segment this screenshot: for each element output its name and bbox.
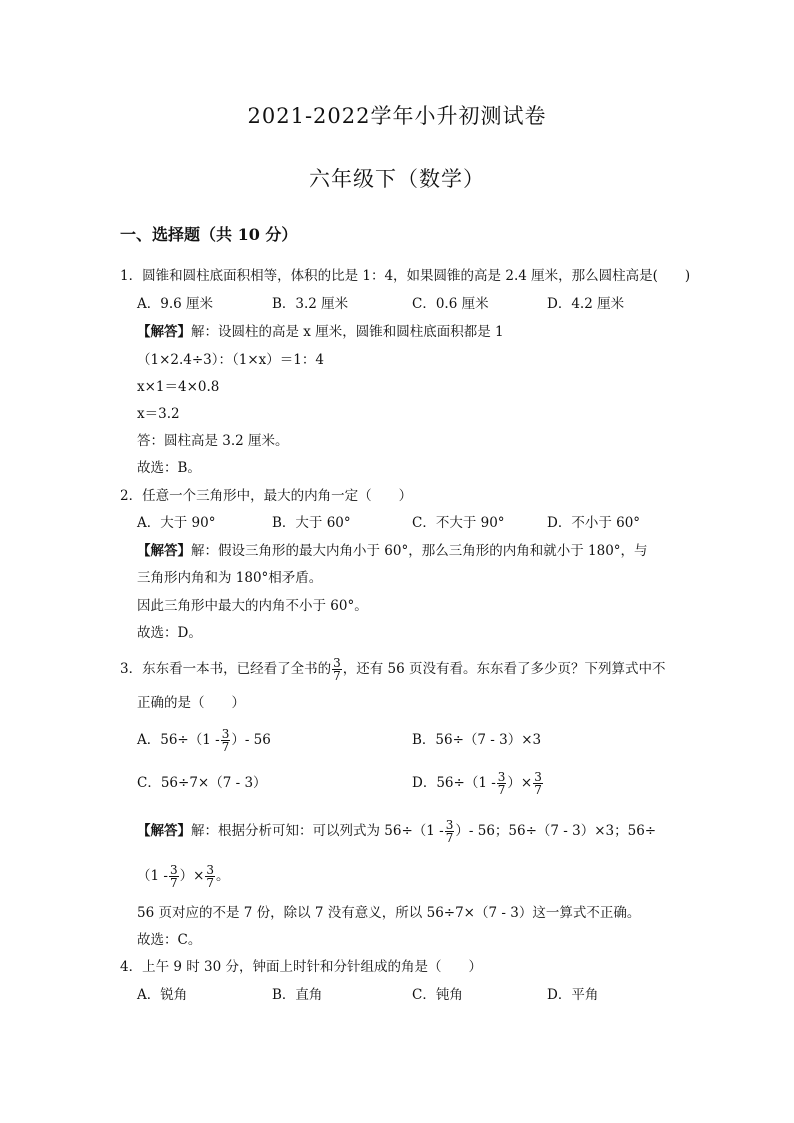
q4-option-d: D．平角 [547, 987, 599, 1003]
q4-option-a: A．锐角 [137, 987, 188, 1003]
fraction-three-sevenths: $\frac{3}{7}$ [534, 770, 542, 797]
q1-answer-line-6: 故选：B。 [137, 460, 201, 476]
q2-option-c: C．不大于 90° [412, 515, 505, 531]
q1-answer-text-1: 解：设圆柱的高是 x 厘米，圆锥和圆柱底面积都是 1 [191, 324, 504, 340]
q1-stem: 1．圆锥和圆柱底面积相等，体积的比是 1：4，如果圆锥的高是 2.4 厘米，那么圆柱高是( ) [120, 268, 691, 284]
q2-option-b: B．大于 60° [272, 515, 351, 531]
q3-option-a: A．56÷（1 - $\frac{3}{7}$ ）- 56 [137, 727, 271, 754]
q2-answer-line-4: 故选：D。 [137, 625, 202, 641]
q3-answer-line-2: （1 - $\frac{3}{7}$ ）× $\frac{3}{7}$ 。 [137, 863, 230, 890]
q3-answer-line-1: 【解答】解：根据分析可知：可以列式为 56÷（1 - $\frac{3}{7}$ ）- 56；56÷（7 - 3）×3；56÷ [137, 818, 657, 845]
exam-title: 2021-2022学年小升初测试卷 [247, 104, 547, 128]
q2-answer-line-1 [137, 541, 648, 561]
q1-option-d: D．4.2 厘米 [547, 296, 625, 312]
q2-option-a: A．大于 90° [137, 515, 216, 531]
fraction-three-sevenths: $\frac{3}{7}$ [445, 818, 454, 845]
q3-stem-part-b: ，还有 56 页没有看。东东看了多少页？下列算式中不 [342, 661, 666, 677]
q1-answer-line-2: （1×2.4÷3）：（1×x）＝1：4 [137, 352, 324, 368]
fraction-three-sevenths: $\frac{3}{7}$ [497, 770, 506, 797]
q3-option-d: D．56÷（1 - $\frac{3}{7}$ ）× $\frac{3}{7}$ [412, 770, 542, 797]
fraction-three-sevenths: $\frac{3}{7}$ [206, 863, 215, 890]
q2-answer-line-2: 三角形内角和为 180°相矛盾。 [137, 570, 323, 586]
q2-answer-text-1: 解：假设三角形的最大内角小于 60°，那么三角形的内角和就小于 180°，与 [191, 543, 648, 559]
q4-option-c: C．钝角 [412, 987, 463, 1003]
q1-answer-line-3: x×1＝4×0.8 [137, 379, 220, 395]
q3-option-c: C．56÷7×（7 - 3） [137, 775, 267, 791]
exam-subtitle: 六年级下（数学） [309, 167, 485, 191]
answer-tag: 【解答】 [137, 823, 191, 839]
q1-option-b: B．3.2 厘米 [272, 296, 349, 312]
section-heading: 一、选择题（共 10 分） [120, 225, 298, 244]
q1-answer-line-5: 答：圆柱高是 3.2 厘米。 [137, 433, 289, 449]
q2-answer-line-3: 因此三角形中最大的内角不小于 60°。 [137, 598, 368, 614]
fraction-three-sevenths: $\frac{3}{7}$ [221, 727, 230, 754]
fraction-three-sevenths: $\frac{3}{7}$ [333, 656, 341, 683]
q2-option-d: D．不小于 60° [547, 515, 641, 531]
q3-option-b: B．56÷（7 - 3）×3 [412, 732, 542, 748]
q3-stem-line-1 [120, 656, 666, 682]
q1-answer-line-4: x＝3.2 [137, 406, 180, 422]
q4-option-b: B．直角 [272, 987, 323, 1003]
q3-answer-line-3: 56 页对应的不是 7 份，除以 7 没有意义，所以 56÷7×（7 - 3）这一算式不正确。 [137, 905, 641, 921]
fraction-three-sevenths: $\frac{3}{7}$ [169, 863, 178, 890]
q1-option-c: C．0.6 厘米 [412, 296, 489, 312]
answer-tag: 【解答】 [137, 543, 191, 559]
q2-stem: 2．任意一个三角形中，最大的内角一定（ ） [120, 488, 413, 504]
q1-option-a: A．9.6 厘米 [137, 296, 214, 312]
q3-stem-part-a: 3．东东看一本书，已经看了全书的 [120, 661, 332, 677]
q3-answer-line-4: 故选：C。 [137, 932, 202, 948]
answer-tag: 【解答】 [137, 324, 191, 340]
q1-answer-line-1 [137, 322, 504, 342]
q4-stem: 4．上午 9 时 30 分，钟面上时针和分针组成的角是（ ） [120, 959, 483, 975]
q3-stem-line-2: 正确的是（ ） [137, 695, 245, 711]
